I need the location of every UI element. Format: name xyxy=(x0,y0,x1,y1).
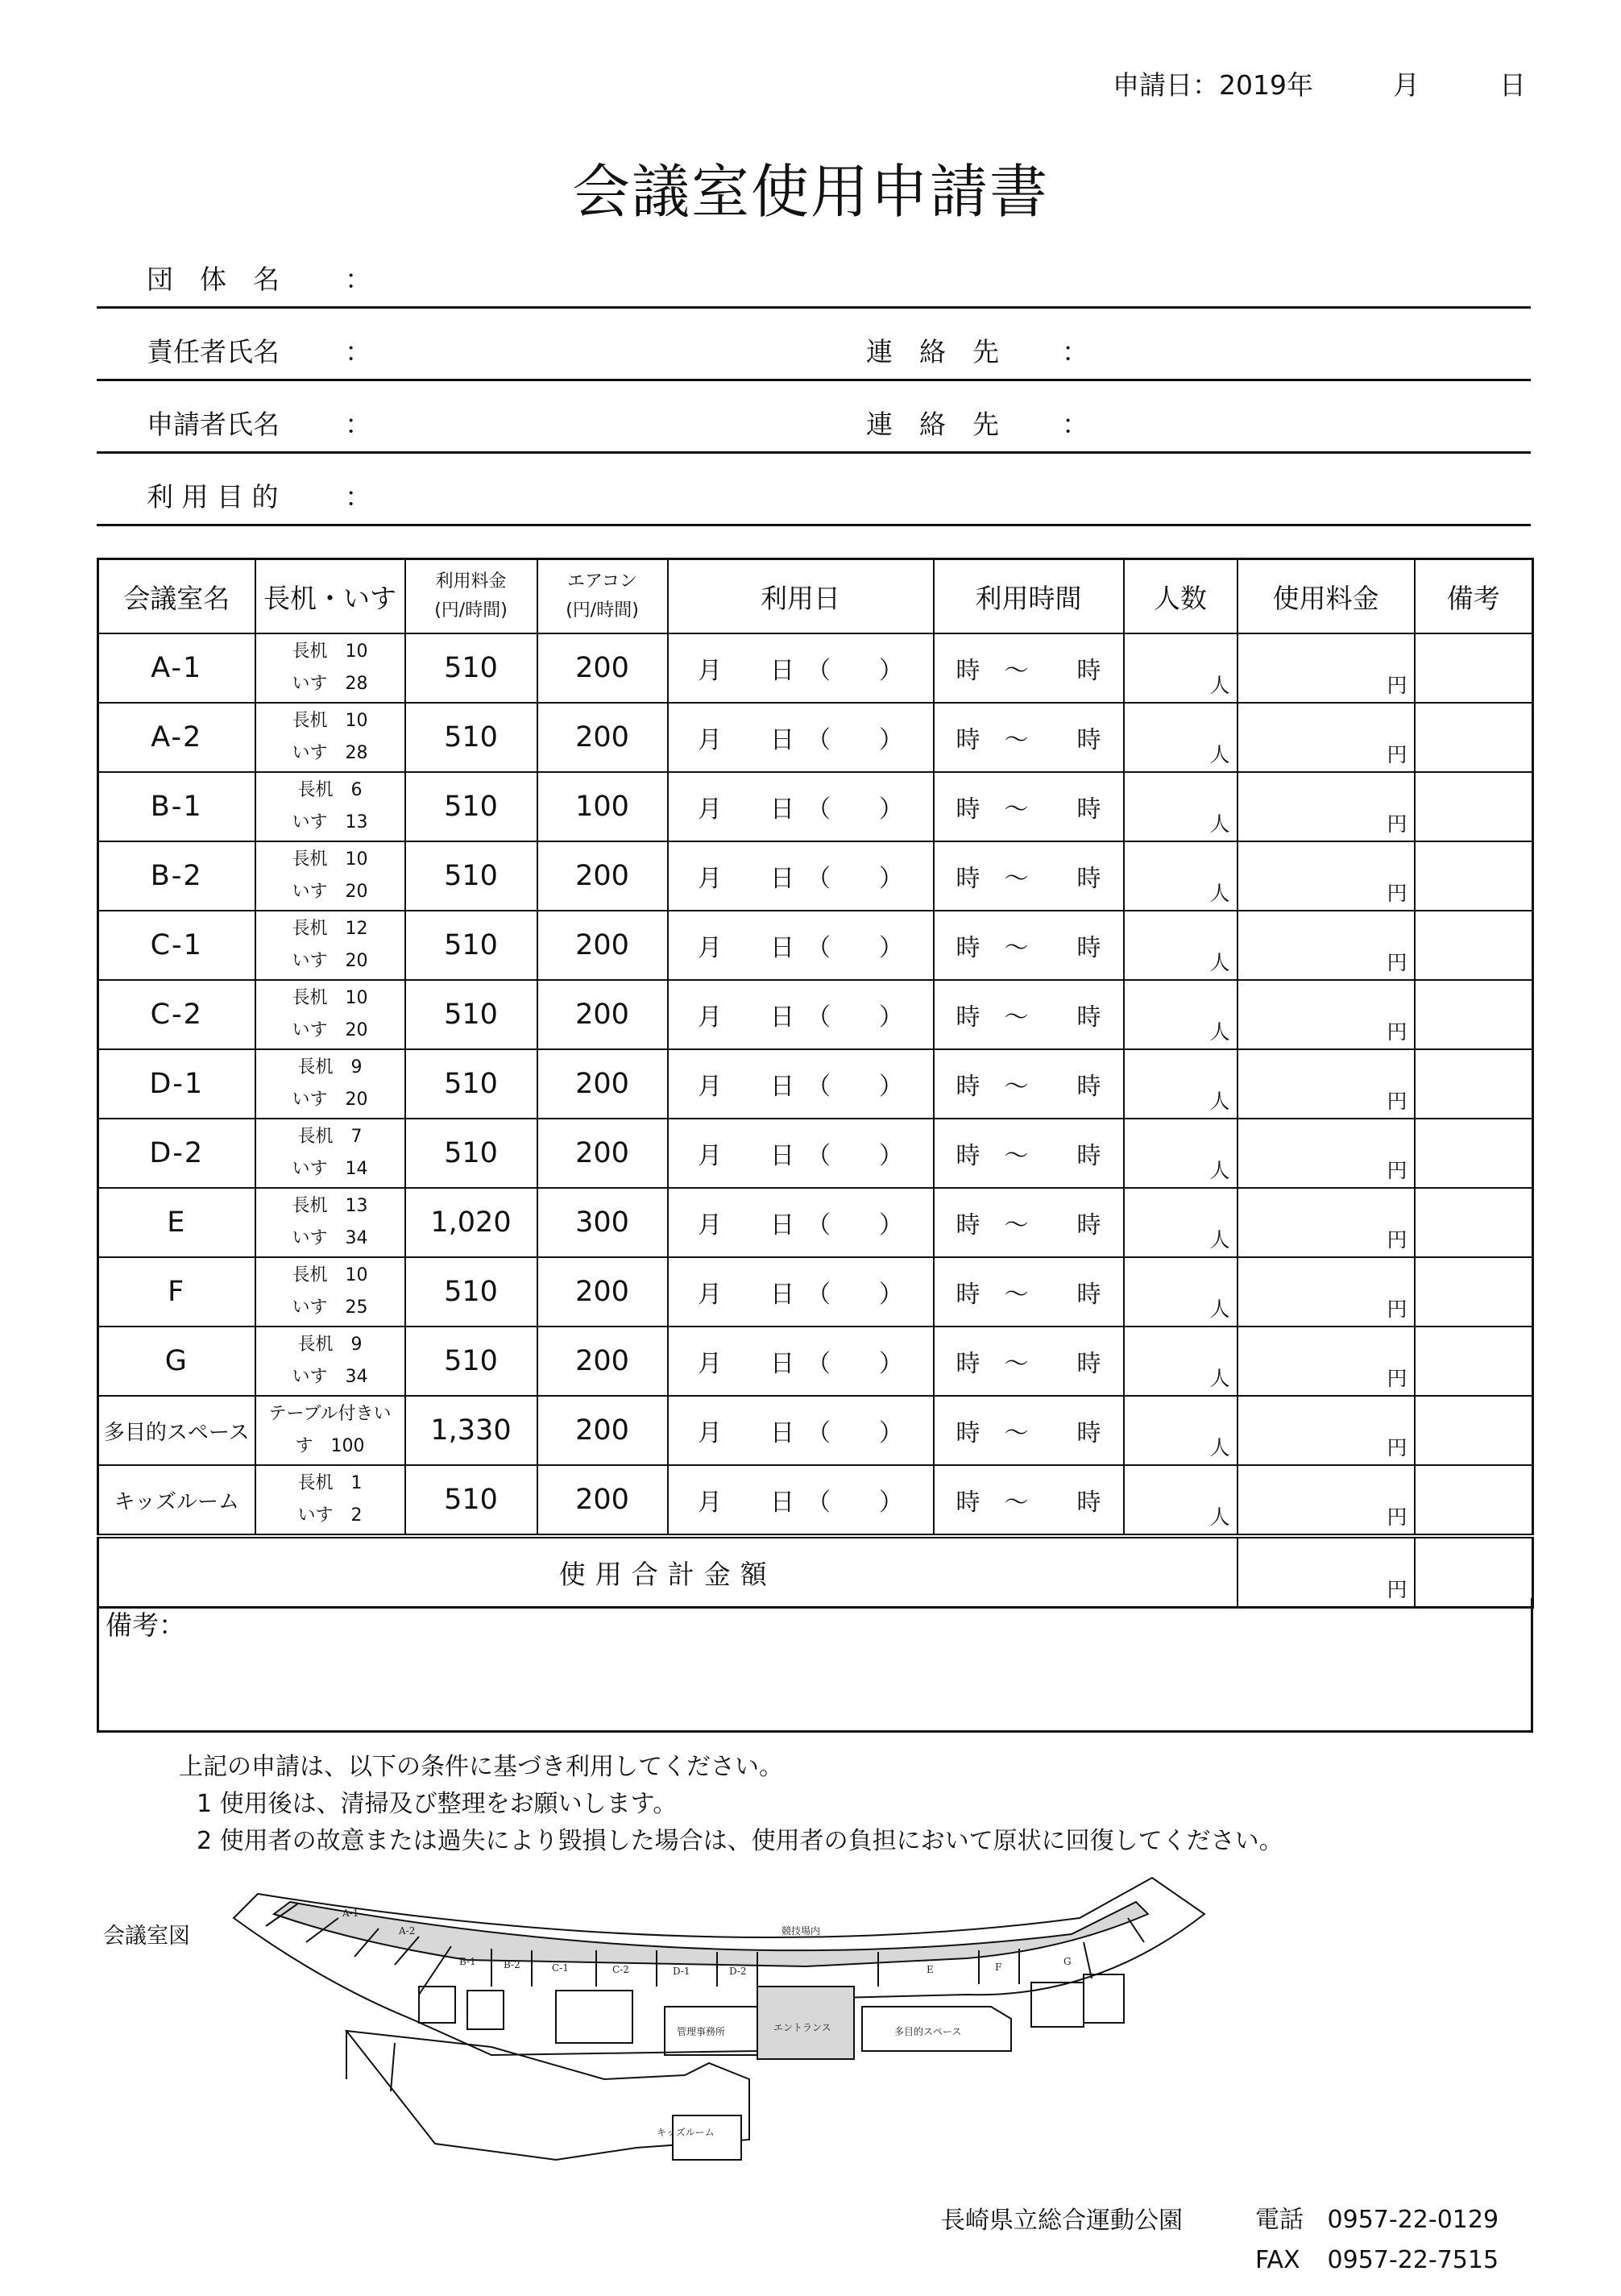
room-name: F xyxy=(168,1276,186,1308)
header-aircon-line1: エアコン xyxy=(567,571,637,592)
usage-time-field[interactable]: 時 ～ 時 xyxy=(934,980,1124,1049)
group-name-field[interactable] xyxy=(97,234,1531,309)
equipment-desks: 長机 9 xyxy=(297,1057,363,1077)
people-unit: 人 xyxy=(1209,674,1230,697)
map-office: 管理事務所 xyxy=(677,2026,726,2037)
usage-time-field[interactable]: 時 ～ 時 xyxy=(934,1257,1124,1327)
usage-date-field[interactable]: 月 日 （ ） xyxy=(668,1188,934,1257)
notes-field[interactable] xyxy=(1415,911,1533,980)
aircon-fee-cell: 200 xyxy=(537,1119,668,1188)
charge-field[interactable] xyxy=(1238,1465,1415,1536)
aircon-fee-cell: 200 xyxy=(537,1465,668,1536)
charge-field[interactable] xyxy=(1238,1119,1415,1188)
page-title: 会議室使用申請書 xyxy=(571,158,1049,226)
usage-time-field[interactable]: 時 ～ 時 xyxy=(934,1396,1124,1465)
yen-unit: 円 xyxy=(1387,1228,1407,1252)
equipment-desks: 長机 1 xyxy=(297,1473,363,1493)
equipment-cell xyxy=(255,1465,405,1536)
header-time: 利用時間 xyxy=(934,559,1124,634)
responsible-person-field[interactable] xyxy=(97,306,1531,381)
room-name: B-2 xyxy=(150,860,203,892)
colon: ： xyxy=(1062,336,1088,367)
equipment-desks: 長机 10 xyxy=(292,988,368,1008)
header-notes: 備考 xyxy=(1415,559,1533,634)
applicant-name-field[interactable] xyxy=(97,379,1531,454)
equipment-chairs: いす 13 xyxy=(292,812,368,832)
notes-field[interactable] xyxy=(1415,1465,1533,1536)
fee-cell: 510 xyxy=(405,772,537,841)
charge-field[interactable] xyxy=(1238,633,1415,703)
room-name-cell xyxy=(98,911,255,980)
equipment-chairs: いす 20 xyxy=(292,951,368,971)
table-row xyxy=(98,911,1533,980)
fee-cell: 1,330 xyxy=(405,1396,537,1465)
usage-time-field[interactable]: 時 ～ 時 xyxy=(934,1049,1124,1119)
yen-unit: 円 xyxy=(1387,951,1407,974)
header-date: 利用日 xyxy=(668,559,934,634)
equipment-desks: 長机 6 xyxy=(297,780,363,800)
usage-time-field[interactable]: 時 ～ 時 xyxy=(934,1327,1124,1396)
people-field[interactable] xyxy=(1124,1257,1238,1327)
people-field[interactable] xyxy=(1124,841,1238,911)
equipment-desks: 長机 7 xyxy=(297,1127,363,1147)
table-row xyxy=(98,703,1533,772)
colon: ： xyxy=(345,264,371,295)
total-label-cell xyxy=(98,1536,1238,1608)
charge-field[interactable] xyxy=(1238,911,1415,980)
equipment-cell xyxy=(255,772,405,841)
usage-time-field[interactable]: 時 ～ 時 xyxy=(934,911,1124,980)
equipment-chairs: いす 25 xyxy=(292,1297,368,1318)
equipment-cell xyxy=(255,1119,405,1188)
usage-date-field[interactable]: 月 日 （ ） xyxy=(668,1119,934,1188)
room-name: D-1 xyxy=(149,1068,205,1100)
rooms-table xyxy=(97,558,1534,1609)
usage-time-field[interactable]: 時 ～ 時 xyxy=(934,841,1124,911)
room-name: A-1 xyxy=(151,652,203,684)
equipment-cell xyxy=(255,703,405,772)
floor-map xyxy=(226,1870,1434,2192)
people-unit: 人 xyxy=(1209,1159,1230,1182)
fee-cell: 510 xyxy=(405,1465,537,1536)
usage-date-field[interactable]: 月 日 （ ） xyxy=(668,703,934,772)
yen-unit: 円 xyxy=(1387,743,1407,766)
room-name: B-1 xyxy=(150,791,203,823)
tel-label: 電話 xyxy=(1255,2206,1304,2234)
equipment-cell xyxy=(255,1188,405,1257)
people-field[interactable] xyxy=(1124,980,1238,1049)
usage-date-field[interactable]: 月 日 （ ） xyxy=(668,980,934,1049)
applicant-contact-label: 連 絡 先 xyxy=(866,409,999,440)
room-name-cell xyxy=(98,772,255,841)
notes-field[interactable] xyxy=(1415,1396,1533,1465)
notes-field[interactable] xyxy=(1415,1188,1533,1257)
fee-cell: 510 xyxy=(405,633,537,703)
room-name-cell xyxy=(98,633,255,703)
header-aircon-line2: (円/時間) xyxy=(566,600,639,621)
table-row xyxy=(98,980,1533,1049)
fee-cell: 510 xyxy=(405,1049,537,1119)
applicant-name-label: 申請者氏名 xyxy=(147,409,280,440)
header-equipment: 長机・いす xyxy=(255,559,405,634)
header-charge: 使用料金 xyxy=(1238,559,1415,634)
fee-cell: 510 xyxy=(405,1119,537,1188)
notes-field[interactable] xyxy=(1415,841,1533,911)
fee-cell: 510 xyxy=(405,841,537,911)
usage-time-field[interactable]: 時 ～ 時 xyxy=(934,633,1124,703)
room-name-cell xyxy=(98,1049,255,1119)
header-fee-line1: 利用料金 xyxy=(435,571,507,592)
equipment-cell xyxy=(255,1257,405,1327)
people-field[interactable] xyxy=(1124,1049,1238,1119)
footer-contact xyxy=(1255,2200,1499,2281)
room-name: C-1 xyxy=(150,929,203,961)
equipment-desks: 長机 10 xyxy=(292,849,368,870)
table-row xyxy=(98,1049,1533,1119)
equipment-cell xyxy=(255,633,405,703)
usage-date-field[interactable]: 月 日 （ ） xyxy=(668,1465,934,1536)
yen-unit: 円 xyxy=(1387,1505,1407,1529)
yen-unit: 円 xyxy=(1387,1090,1407,1113)
yen-unit: 円 xyxy=(1387,882,1407,905)
map-room-a2: A-2 xyxy=(399,1925,416,1937)
notes-field[interactable] xyxy=(1415,1049,1533,1119)
table-row xyxy=(98,1119,1533,1188)
yen-unit: 円 xyxy=(1387,674,1407,697)
responsible-contact-label: 連 絡 先 xyxy=(866,336,999,367)
charge-field[interactable] xyxy=(1238,1188,1415,1257)
yen-unit: 円 xyxy=(1387,1020,1407,1044)
room-name-cell xyxy=(98,703,255,772)
people-unit: 人 xyxy=(1209,1436,1230,1459)
fax-number: 0957-22-7515 xyxy=(1327,2246,1499,2274)
equipment-desks: 長机 12 xyxy=(292,919,368,939)
room-name: E xyxy=(167,1206,187,1239)
people-unit: 人 xyxy=(1209,882,1230,905)
table-row xyxy=(98,1188,1533,1257)
header-room-name: 会議室名 xyxy=(98,559,255,634)
people-unit: 人 xyxy=(1209,1090,1230,1113)
fee-cell: 510 xyxy=(405,911,537,980)
people-field[interactable] xyxy=(1124,911,1238,980)
charge-field[interactable] xyxy=(1238,1396,1415,1465)
room-name: 多目的スペース xyxy=(103,1420,250,1445)
equipment-cell xyxy=(255,980,405,1049)
map-multipurpose: 多目的スペース xyxy=(894,2026,962,2037)
room-name-cell xyxy=(98,1396,255,1465)
map-room-c1: C-1 xyxy=(552,1962,569,1974)
fee-cell: 510 xyxy=(405,703,537,772)
group-name-label: 団 体 名 xyxy=(147,264,280,295)
fee-cell: 510 xyxy=(405,980,537,1049)
colon: ： xyxy=(345,409,371,440)
charge-field[interactable] xyxy=(1238,1257,1415,1327)
equipment-desks: 長机 10 xyxy=(292,1265,368,1285)
usage-date-field[interactable]: 月 日 （ ） xyxy=(668,772,934,841)
notes-field[interactable] xyxy=(1415,633,1533,703)
condition-item: 2 使用者の故意または過失により毀損した場合は、使用者の負担において原状に回復してください。 xyxy=(197,1827,1283,1855)
usage-date-field[interactable]: 月 日 （ ） xyxy=(668,841,934,911)
yen-unit: 円 xyxy=(1387,1297,1407,1321)
fee-cell: 510 xyxy=(405,1327,537,1396)
people-unit: 人 xyxy=(1209,1367,1230,1390)
map-label: 会議室図 xyxy=(103,1924,190,1949)
purpose-label: 利 用 目 的 xyxy=(147,481,279,513)
remarks-field[interactable] xyxy=(97,1598,1533,1733)
conditions xyxy=(179,1749,1283,1860)
people-unit: 人 xyxy=(1209,1228,1230,1252)
aircon-fee-cell: 300 xyxy=(537,1188,668,1257)
people-unit: 人 xyxy=(1209,951,1230,974)
map-stadium: 競技場内 xyxy=(781,1925,821,1937)
purpose-field[interactable] xyxy=(97,451,1531,526)
aircon-fee-cell: 200 xyxy=(537,633,668,703)
organization-name: 長崎県立総合運動公園 xyxy=(941,2207,1183,2235)
charge-field[interactable] xyxy=(1238,1327,1415,1396)
yen-unit: 円 xyxy=(1387,1367,1407,1390)
map-room-b1: B-1 xyxy=(459,1956,476,1967)
notes-field[interactable] xyxy=(1415,980,1533,1049)
equipment-cell xyxy=(255,841,405,911)
table-row xyxy=(98,633,1533,703)
aircon-fee-cell: 200 xyxy=(537,1049,668,1119)
usage-time-field[interactable]: 時 ～ 時 xyxy=(934,772,1124,841)
map-kids-room: キッズルーム xyxy=(657,2127,715,2138)
room-name-cell xyxy=(98,1257,255,1327)
usage-date-field[interactable]: 月 日 （ ） xyxy=(668,1049,934,1119)
charge-field[interactable] xyxy=(1238,1049,1415,1119)
usage-date-field[interactable]: 月 日 （ ） xyxy=(668,1257,934,1327)
total-amount-field[interactable] xyxy=(1238,1536,1415,1608)
people-unit: 人 xyxy=(1209,1505,1230,1529)
map-room-e: E xyxy=(927,1964,934,1975)
map-room-a1: A-1 xyxy=(342,1908,359,1919)
conditions-intro: 上記の申請は、以下の条件に基づき利用してください。 xyxy=(179,1753,783,1781)
people-field[interactable] xyxy=(1124,1465,1238,1536)
aircon-fee-cell: 200 xyxy=(537,980,668,1049)
fee-cell: 1,020 xyxy=(405,1188,537,1257)
aircon-fee-cell: 200 xyxy=(537,841,668,911)
equipment-desks: 長机 10 xyxy=(292,711,368,731)
people-field[interactable] xyxy=(1124,1327,1238,1396)
fax-label: FAX xyxy=(1255,2246,1300,2274)
equipment-chairs: いす 20 xyxy=(292,882,368,902)
equipment-desks: テーブル付きい xyxy=(268,1404,392,1424)
colon: ： xyxy=(345,481,371,513)
notes-field[interactable] xyxy=(1415,772,1533,841)
aircon-fee-cell: 200 xyxy=(537,1327,668,1396)
equipment-chairs: いす 28 xyxy=(292,674,368,694)
room-name-cell xyxy=(98,980,255,1049)
equipment-desks: 長机 9 xyxy=(297,1335,363,1355)
equipment-cell xyxy=(255,911,405,980)
colon: ： xyxy=(1062,409,1088,440)
table-row xyxy=(98,1257,1533,1327)
room-name-cell xyxy=(98,1465,255,1536)
condition-item: 1 使用後は、清掃及び整理をお願いします。 xyxy=(197,1790,678,1818)
room-name-cell xyxy=(98,1119,255,1188)
map-room-g: G xyxy=(1063,1956,1072,1967)
yen-unit: 円 xyxy=(1387,1159,1407,1182)
usage-date-field[interactable]: 月 日 （ ） xyxy=(668,633,934,703)
people-unit: 人 xyxy=(1209,1297,1230,1321)
room-name-cell xyxy=(98,1327,255,1396)
usage-date-field[interactable]: 月 日 （ ） xyxy=(668,1396,934,1465)
charge-field[interactable] xyxy=(1238,841,1415,911)
aircon-fee-cell: 200 xyxy=(537,1396,668,1465)
fee-cell: 510 xyxy=(405,1257,537,1327)
yen-unit: 円 xyxy=(1387,1436,1407,1459)
usage-time-field[interactable]: 時 ～ 時 xyxy=(934,1119,1124,1188)
application-date: 申請日：2019年 月 日 xyxy=(1113,69,1526,101)
header-fee-line2: (円/時間) xyxy=(434,600,508,621)
room-name-cell xyxy=(98,841,255,911)
yen-unit: 円 xyxy=(1387,1578,1407,1601)
equipment-cell xyxy=(255,1049,405,1119)
table-row xyxy=(98,1396,1533,1465)
header-fee xyxy=(405,559,537,634)
remarks-label: 備考： xyxy=(106,1609,185,1641)
equipment-cell xyxy=(255,1396,405,1465)
map-room-b2: B-2 xyxy=(504,1959,520,1970)
room-name-cell xyxy=(98,1188,255,1257)
map-room-c2: C-2 xyxy=(612,1964,629,1975)
equipment-chairs: いす 20 xyxy=(292,1020,368,1040)
yen-unit: 円 xyxy=(1387,812,1407,836)
header-people: 人数 xyxy=(1124,559,1238,634)
total-blank-cell xyxy=(1415,1536,1533,1608)
room-name: D-2 xyxy=(149,1137,205,1169)
equipment-chairs: いす 2 xyxy=(297,1505,363,1526)
total-label: 使用合計金額 xyxy=(558,1558,777,1590)
people-field[interactable] xyxy=(1124,772,1238,841)
people-unit: 人 xyxy=(1209,743,1230,766)
room-name: A-2 xyxy=(151,721,203,754)
room-name: G xyxy=(164,1345,189,1377)
equipment-chairs: いす 20 xyxy=(292,1090,368,1110)
usage-time-field[interactable]: 時 ～ 時 xyxy=(934,1188,1124,1257)
people-field[interactable] xyxy=(1124,1119,1238,1188)
aircon-fee-cell: 100 xyxy=(537,772,668,841)
people-field[interactable] xyxy=(1124,703,1238,772)
aircon-fee-cell: 200 xyxy=(537,1257,668,1327)
people-field[interactable] xyxy=(1124,633,1238,703)
notes-field[interactable] xyxy=(1415,703,1533,772)
charge-field[interactable] xyxy=(1238,703,1415,772)
equipment-cell xyxy=(255,1327,405,1396)
people-field[interactable] xyxy=(1124,1396,1238,1465)
usage-date-field[interactable]: 月 日 （ ） xyxy=(668,1327,934,1396)
map-room-d2: D-2 xyxy=(729,1966,747,1977)
equipment-chairs: いす 14 xyxy=(292,1159,368,1179)
people-unit: 人 xyxy=(1209,1020,1230,1044)
usage-time-field[interactable]: 時 ～ 時 xyxy=(934,703,1124,772)
notes-field[interactable] xyxy=(1415,1119,1533,1188)
equipment-chairs: いす 34 xyxy=(292,1228,368,1248)
equipment-chairs: す 100 xyxy=(295,1436,365,1456)
people-field[interactable] xyxy=(1124,1188,1238,1257)
table-row xyxy=(98,841,1533,911)
map-room-f: F xyxy=(995,1962,1002,1973)
equipment-desks: 長机 10 xyxy=(292,641,368,662)
equipment-desks: 長机 13 xyxy=(292,1196,368,1216)
charge-field[interactable] xyxy=(1238,772,1415,841)
equipment-chairs: いす 28 xyxy=(292,743,368,763)
notes-field[interactable] xyxy=(1415,1327,1533,1396)
room-name: C-2 xyxy=(150,999,203,1031)
colon: ： xyxy=(345,336,371,367)
map-entrance: エントランス xyxy=(773,2022,831,2033)
aircon-fee-cell: 200 xyxy=(537,911,668,980)
map-room-d1: D-1 xyxy=(673,1966,690,1977)
header-aircon xyxy=(537,559,668,634)
notes-field[interactable] xyxy=(1415,1257,1533,1327)
tel-number: 0957-22-0129 xyxy=(1327,2206,1499,2234)
usage-date-field[interactable]: 月 日 （ ） xyxy=(668,911,934,980)
table-row xyxy=(98,772,1533,841)
equipment-chairs: いす 34 xyxy=(292,1367,368,1387)
aircon-fee-cell: 200 xyxy=(537,703,668,772)
usage-time-field[interactable]: 時 ～ 時 xyxy=(934,1465,1124,1536)
responsible-person-label: 責任者氏名 xyxy=(147,336,280,367)
charge-field[interactable] xyxy=(1238,980,1415,1049)
total-row xyxy=(98,1536,1533,1608)
table-row xyxy=(98,1465,1533,1536)
table-row xyxy=(98,1327,1533,1396)
people-unit: 人 xyxy=(1209,812,1230,836)
room-name: キッズルーム xyxy=(114,1489,239,1514)
